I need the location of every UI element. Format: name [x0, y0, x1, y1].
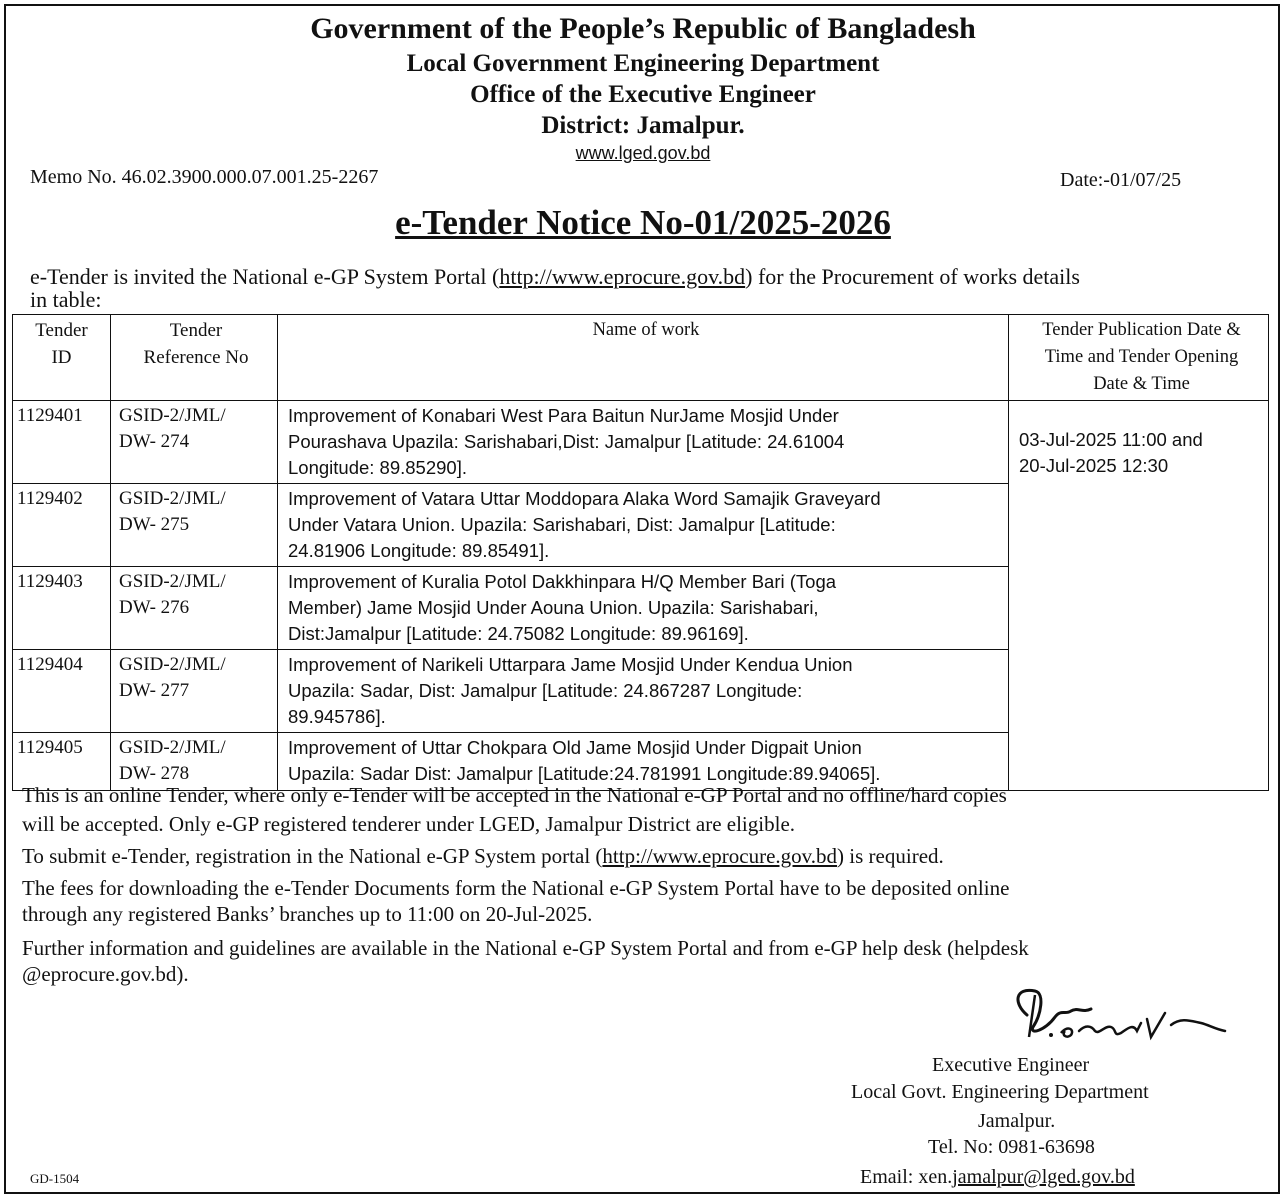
website-link[interactable]: www.lged.gov.bd — [575, 143, 711, 163]
work-cell — [278, 733, 1009, 791]
header-date-line3: Date & Time — [1093, 374, 1190, 394]
header-tender-dates — [1009, 315, 1269, 401]
reference-line1: GSID-2/JML/ — [119, 654, 226, 675]
header-tender-id-line2: ID — [51, 347, 72, 368]
reference-line1: GSID-2/JML/ — [119, 488, 226, 509]
reference-cell — [111, 733, 278, 791]
note-registration — [22, 844, 944, 868]
reference-cell — [111, 650, 278, 733]
signatory-email — [860, 1166, 1135, 1189]
reference-cell — [111, 567, 278, 650]
header-department: Local Government Engineering Department — [406, 50, 880, 77]
work-line: Member) Jame Mosjid Under Aouna Union. Upazila: Sarishabari, — [288, 597, 819, 618]
signatory-telephone: Tel. No: 0981-63698 — [928, 1136, 1095, 1158]
header-date-line2: Time and Tender Opening — [1044, 347, 1239, 367]
work-line: Pourashava Upazila: Sarishabari,Dist: Jamalpur [Latitude: 24.61004 — [288, 431, 845, 452]
intro-text — [30, 264, 1080, 290]
header-date-line1: Tender Publication Date & — [1042, 320, 1241, 340]
header-tender-id-line1: Tender — [35, 320, 88, 341]
work-line: Improvement of Narikeli Uttarpara Jame Mosjid Under Kendua Union — [288, 654, 853, 675]
work-line: Upazila: Sadar, Dist: Jamalpur [Latitude: 24.867287 Longitude: — [288, 680, 803, 701]
header-ref-line1: Tender — [169, 320, 223, 341]
note-online-line1: This is an online Tender, where only e-Tender will be accepted in the National e-GP Portal and no offline/hard copies — [22, 783, 1007, 807]
table-row — [13, 401, 1269, 484]
footer-code: GD-1504 — [30, 1171, 80, 1186]
opening-date: 20-Jul-2025 12:30 — [1019, 455, 1169, 476]
signatory-department: Local Govt. Engineering Department — [851, 1081, 1149, 1103]
tender-id-cell: 1129405 — [13, 733, 111, 791]
work-line: Improvement of Konabari West Para Baitun NurJame Mosjid Under — [288, 405, 839, 426]
tender-id-cell: 1129402 — [13, 484, 111, 567]
header-district: District: Jamalpur. — [541, 112, 745, 139]
signatory-place: Jamalpur. — [978, 1110, 1056, 1132]
note-info-line1: Further information and guidelines are available in the National e-GP System Portal and from e-GP help desk (helpdesk — [22, 936, 1029, 960]
intro-text-part1: e-Tender is invited the National e-GP System Portal ( — [30, 264, 500, 289]
email-link[interactable]: jamalpur@lged.gov.bd — [952, 1166, 1135, 1188]
tender-table — [12, 314, 1269, 791]
tender-id-cell: 1129404 — [13, 650, 111, 733]
work-line: 24.81906 Longitude: 89.85491]. — [288, 540, 550, 561]
work-line: 89.945786]. — [288, 706, 386, 727]
handwritten-signature — [1005, 985, 1235, 1055]
reference-cell — [111, 484, 278, 567]
note-info-line2: @eprocure.gov.bd). — [22, 962, 189, 986]
reference-cell — [111, 401, 278, 484]
work-line: Upazila: Sadar Dist: Jamalpur [Latitude:24.781991 Longitude:89.94065]. — [288, 763, 881, 784]
note-online-line2: will be accepted. Only e-GP registered tenderer under LGED, Jamalpur District are eligible. — [22, 812, 796, 836]
note-fees-line1: The fees for downloading the e-Tender Documents form the National e-GP System Portal have to be deposited online — [22, 876, 1010, 900]
notice-title: e-Tender Notice No-01/2025-2026 — [395, 203, 891, 242]
work-cell — [278, 650, 1009, 733]
signatory-email-prefix: Email: xen. — [860, 1166, 953, 1188]
reference-line2: DW- 278 — [119, 763, 190, 784]
header-tender-id — [13, 315, 111, 401]
signatory-title: Executive Engineer — [932, 1054, 1090, 1076]
memo-number: Memo No. 46.02.3900.000.07.001.25-2267 — [30, 166, 379, 188]
eprocure-link[interactable]: http://www.eprocure.gov.bd — [499, 264, 746, 289]
reference-line2: DW- 275 — [119, 514, 190, 535]
table-header-row — [13, 315, 1269, 401]
work-cell — [278, 401, 1009, 484]
intro-text-part2: ) for the Procurement of works details — [745, 264, 1080, 289]
header-name-of-work: Name of work — [278, 315, 1009, 401]
header-government: Government of the People’s Republic of Bangladesh — [310, 12, 976, 45]
work-line: Improvement of Vatara Uttar Moddopara Alaka Word Samajik Graveyard — [288, 488, 881, 509]
work-line: Dist:Jamalpur [Latitude: 24.75082 Longitude: 89.96169]. — [288, 623, 749, 644]
work-line: Improvement of Kuralia Potol Dakkhinpara H/Q Member Bari (Toga — [288, 571, 837, 592]
date-time-cell — [1009, 401, 1269, 791]
tender-id-cell: 1129401 — [13, 401, 111, 484]
reference-line2: DW- 277 — [119, 680, 190, 701]
reference-line2: DW- 274 — [119, 431, 190, 452]
publication-date: 03-Jul-2025 11:00 and — [1019, 429, 1203, 450]
header-ref-line2: Reference No — [143, 347, 249, 368]
note-fees-line2: through any registered Banks’ branches up to 11:00 on 20-Jul-2025. — [22, 902, 593, 926]
work-line: Under Vatara Union. Upazila: Sarishabari, Dist: Jamalpur [Latitude: — [288, 514, 836, 535]
tender-id-cell: 1129403 — [13, 567, 111, 650]
header-office: Office of the Executive Engineer — [470, 81, 816, 108]
work-cell — [278, 567, 1009, 650]
notice-date: Date:-01/07/25 — [1060, 169, 1182, 191]
work-line: Longitude: 89.85290]. — [288, 457, 467, 478]
intro-text-line2: in table: — [30, 287, 102, 312]
work-line: Improvement of Uttar Chokpara Old Jame Mosjid Under Digpait Union — [288, 737, 862, 758]
eprocure-link-2[interactable]: http://www.eprocure.gov.bd — [602, 844, 838, 868]
reference-line1: GSID-2/JML/ — [119, 405, 226, 426]
reference-line1: GSID-2/JML/ — [119, 571, 226, 592]
reference-line2: DW- 276 — [119, 597, 190, 618]
work-cell — [278, 484, 1009, 567]
note-registration-part2: ) is required. — [837, 844, 944, 868]
note-registration-part1: To submit e-Tender, registration in the National e-GP System portal ( — [22, 844, 603, 868]
header-reference-no — [111, 315, 278, 401]
reference-line1: GSID-2/JML/ — [119, 737, 226, 758]
